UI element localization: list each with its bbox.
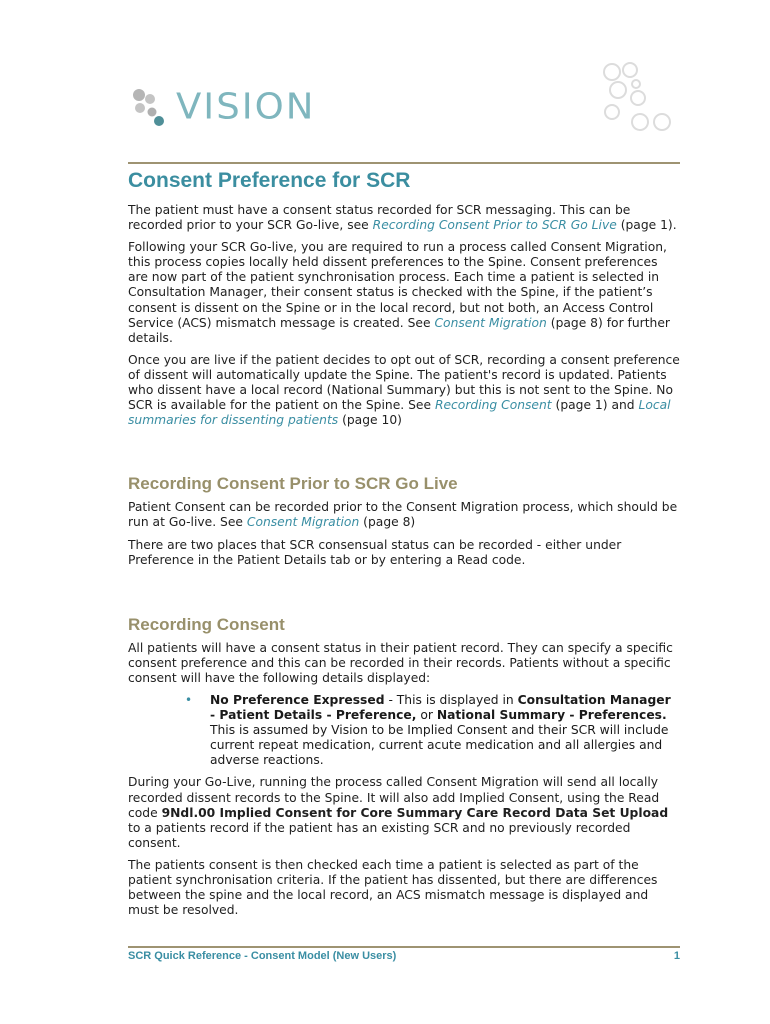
intro-paragraph-2: Following your SCR Go-live, you are required to run a process called Consent Migration, this process copies locally held dissent preferences to the Spine. Consent preferences are now part of the patient synchronisation process. Each time a patient is selected in Consultation Manager, their consent status is checked with the Spine, if the patient’s consent is dissent on the Spine or in the local record, but not both, an Access Control Service (ACS) mismatch message is created. See Consent Migration (page 8) for further details. — [128, 240, 670, 345]
section-heading-recording-consent-prior: Recording Consent Prior to SCR Go Live — [128, 474, 458, 494]
page-number: 1 — [673, 950, 680, 962]
footer-rule — [128, 946, 680, 948]
section1-paragraph-1: Patient Consent can be recorded prior to the Consent Migration process, which should be run at Go-live. See Consent Migration (page 8) — [128, 500, 678, 530]
footer-title: SCR Quick Reference - Consent Model (New Users) — [128, 950, 397, 962]
link-recording-consent[interactable]: Recording Consent — [434, 398, 552, 413]
intro-paragraph-1: The patient must have a consent status recorded for SCR messaging. This can be recorded prior to your SCR Go-live, see Recording Consent Prior to SCR Go Live (page 1). — [128, 203, 677, 233]
section1-paragraph-2: There are two places that SCR consensual status can be recorded - either under Preference in the Patient Details tab or by entering a Read code. — [128, 537, 622, 567]
header-rule — [128, 162, 680, 164]
decorative-circles-icon — [598, 60, 678, 136]
vision-logo — [130, 84, 315, 130]
list-item: • No Preference Expressed - This is displayed in Consultation Manager - Patient Details - Preference, or National Summary - Preferences. This is assumed by Vision to be Implied Consent and their SCR will include current repeat medication, current acute medication and all allergies and adverse reactions. — [185, 692, 671, 768]
bullet-list — [128, 693, 680, 768]
section2-paragraph-1: All patients will have a consent status in their patient record. They can specify a specific consent preference and this can be recorded in their records. Patients without a specific consent will have the following details displayed: — [128, 640, 673, 685]
link-local-summaries[interactable]: Local summaries for dissenting patients — [128, 398, 671, 428]
logo-dots-icon — [130, 85, 174, 129]
section2-paragraph-3: The patients consent is then checked each time a patient is selected as part of the patient synchronisation criteria. If the patient has dissented, but there are differences between the spine and the local record, an ACS mismatch message is displayed and must be resolved. — [128, 857, 658, 918]
link-consent-migration[interactable]: Consent Migration — [434, 315, 547, 330]
page-title: Consent Preference for SCR — [128, 169, 411, 192]
main-content — [128, 168, 680, 925]
link-recording-consent-prior[interactable]: Recording Consent Prior to SCR Go Live — [372, 218, 617, 233]
section-heading-recording-consent: Recording Consent — [128, 614, 285, 634]
bullet-icon: • — [185, 692, 193, 707]
intro-paragraph-3: Once you are live if the patient decides to opt out of SCR, recording a consent preference of dissent will automatically update the Spine. The patient's record is updated. Patients who dissent have a local record (National Summary) but this is not sent to the Spine. No SCR is available for the patient on the Spine. See Recording Consent (page 1) and Local summaries for dissenting patients (page 10) — [128, 352, 680, 428]
section2-paragraph-2: During your Go-Live, running the process called Consent Migration will send all locally recorded dissent records to the Spine. It will also add Implied Consent, using the Read code 9Ndl.00 Implied Consent for Core Summary Care Record Data Set Upload to a patients record if the patient has an existing SCR and no previously recorded consent. — [128, 775, 669, 850]
link-consent-migration-2[interactable]: Consent Migration — [246, 515, 360, 530]
page-footer — [128, 950, 680, 962]
logo-text: VISION — [176, 86, 316, 127]
